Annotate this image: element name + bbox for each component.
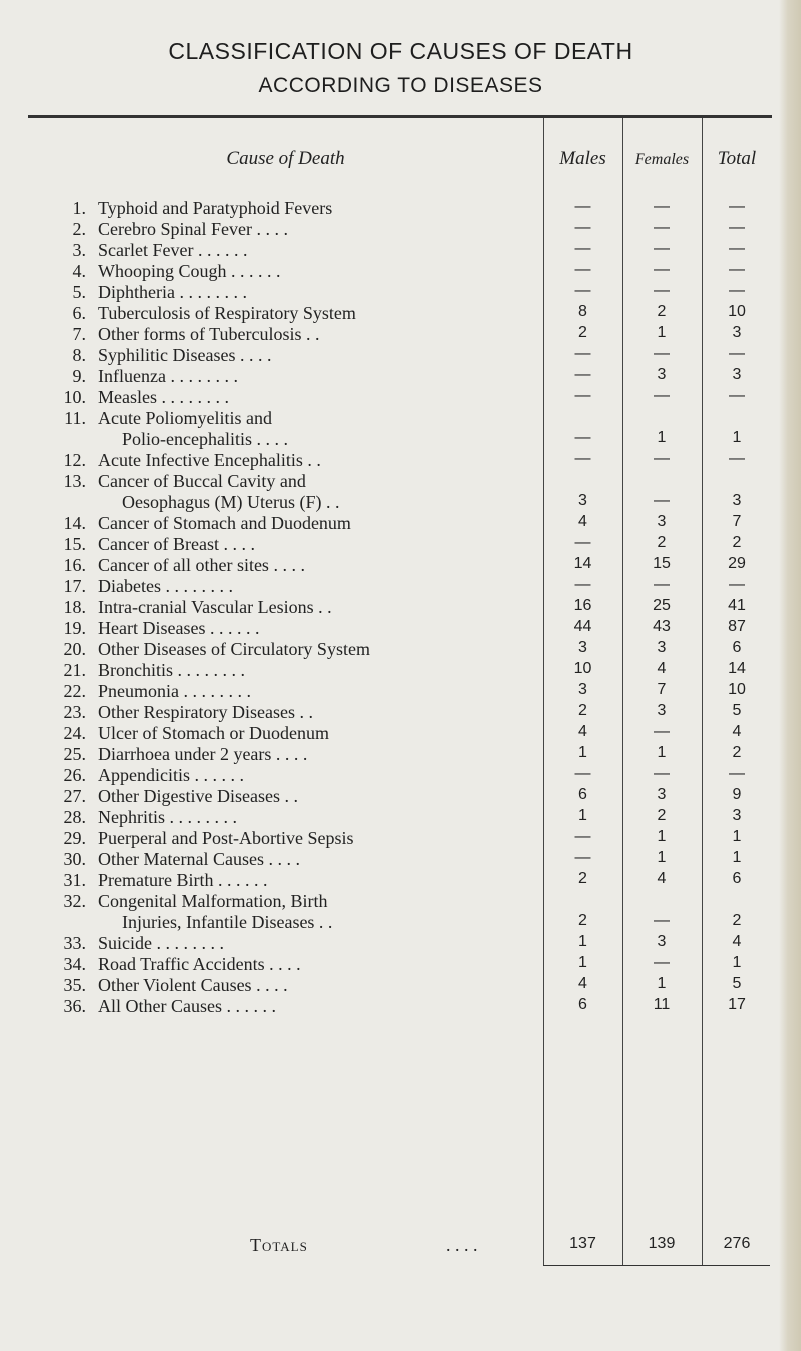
table-row (0, 870, 801, 891)
cause-name-line1: Nephritis . . . . . . . . (98, 807, 237, 827)
cause-name (98, 975, 538, 996)
cause-name (98, 870, 538, 891)
cause-name-line1: Measles . . . . . . . . (98, 387, 229, 407)
total-count: 1 (732, 954, 742, 971)
table-row (0, 534, 801, 555)
cause-name-line1: Suicide . . . . . . . . (98, 933, 224, 953)
females-count: 1 (657, 744, 667, 761)
row-number: 11. (64, 408, 86, 428)
males-count: 1 (578, 807, 587, 824)
total-count: 1 (732, 849, 742, 866)
females-count: 3 (657, 366, 667, 383)
table-row (0, 198, 801, 219)
cause-name (98, 366, 538, 387)
males-count: — (574, 198, 591, 215)
cause-name (98, 765, 538, 786)
row-number: 23. (63, 702, 86, 722)
cause-name-line1: Whooping Cough . . . . . . (98, 261, 281, 281)
cause-name-line2: Oesophagus (M) Uterus (F) . . (122, 492, 340, 512)
females-count: 2 (657, 534, 667, 551)
cause-name (98, 723, 538, 744)
males-count: — (574, 240, 591, 257)
total-count: — (729, 198, 745, 215)
females-count: 1 (657, 324, 667, 341)
cause-name (98, 660, 538, 681)
total-count: — (729, 576, 745, 593)
cause-name-line1: Other Digestive Diseases . . (98, 786, 298, 806)
row-number: 25. (63, 744, 86, 764)
table-row (0, 660, 801, 681)
total-count: 4 (732, 723, 742, 740)
cause-name-line1: Other Respiratory Diseases . . (98, 702, 313, 722)
row-number: 14. (63, 513, 86, 533)
table-row (0, 702, 801, 723)
table-row (0, 828, 801, 849)
total-count: 3 (732, 324, 742, 341)
females-count: 1 (657, 975, 667, 992)
cause-name (98, 282, 538, 303)
males-count: 3 (578, 492, 587, 509)
total-count: 3 (732, 807, 742, 824)
row-number: 1. (72, 198, 86, 218)
cause-name (98, 219, 538, 240)
females-count: — (654, 765, 670, 782)
females-count: 1 (657, 828, 667, 845)
cause-name-line1: Pneumonia . . . . . . . . (98, 681, 251, 701)
males-count: 1 (578, 954, 587, 971)
males-count: 10 (573, 660, 592, 677)
total-count: 10 (728, 681, 746, 698)
total-count: 9 (732, 786, 742, 803)
cause-name-line1: Heart Diseases . . . . . . (98, 618, 260, 638)
cause-name-line1: Influenza . . . . . . . . (98, 366, 238, 386)
cause-name (98, 891, 538, 933)
males-count: 4 (578, 975, 587, 992)
females-count: 15 (653, 555, 671, 572)
table-row (0, 597, 801, 618)
total-count: 5 (732, 702, 742, 719)
females-count: 1 (657, 429, 667, 446)
cause-name-line1: Other Maternal Causes . . . . (98, 849, 300, 869)
cause-name-line1: Typhoid and Paratyphoid Fevers (98, 198, 333, 218)
row-number: 15. (63, 534, 86, 554)
table-row (0, 744, 801, 765)
row-number: 21. (63, 660, 86, 680)
cause-name-line1: Bronchitis . . . . . . . . (98, 660, 245, 680)
row-number: 27. (63, 786, 86, 806)
cause-name (98, 744, 538, 765)
total-count: 6 (732, 639, 742, 656)
cause-name-line1: Diarrhoea under 2 years . . . . (98, 744, 308, 764)
total-count: — (729, 261, 745, 278)
table-row (0, 765, 801, 786)
cause-name (98, 786, 538, 807)
row-number: 29. (63, 828, 86, 848)
row-number: 3. (72, 240, 86, 260)
table-row (0, 408, 801, 450)
cause-name-line1: Intra-cranial Vascular Lesions . . (98, 597, 332, 617)
cause-name-line1: All Other Causes . . . . . . (98, 996, 276, 1016)
table-row (0, 345, 801, 366)
table-row (0, 618, 801, 639)
females-count: 25 (653, 597, 671, 614)
row-number: 9. (72, 366, 86, 386)
males-count: 3 (578, 681, 587, 698)
totals-label: Totals (250, 1235, 308, 1255)
row-number: 6. (72, 303, 86, 323)
total-count: 1 (732, 429, 742, 446)
males-count: — (574, 534, 591, 551)
row-number: 35. (63, 975, 86, 995)
totals-males: 137 (569, 1235, 596, 1252)
females-count: — (654, 219, 670, 236)
table-row (0, 324, 801, 345)
cause-name (98, 471, 538, 513)
males-count: 2 (578, 912, 587, 929)
males-count: 1 (578, 744, 587, 761)
males-count: 14 (573, 555, 592, 572)
cause-name-line1: Other Diseases of Circulatory System (98, 639, 370, 659)
page-title: CLASSIFICATION OF CAUSES OF DEATH (168, 38, 633, 64)
males-count: 4 (578, 513, 587, 530)
females-count: 11 (653, 996, 671, 1013)
table-row (0, 282, 801, 303)
cause-name-line1: Ulcer of Stomach or Duodenum (98, 723, 329, 743)
females-count: 2 (657, 807, 667, 824)
total-count: 87 (728, 618, 746, 635)
males-count: 44 (573, 618, 592, 635)
row-number: 2. (72, 219, 86, 239)
males-count: — (574, 219, 591, 236)
table-row (0, 366, 801, 387)
cause-name (98, 387, 538, 408)
females-count: — (654, 912, 670, 929)
table-row (0, 303, 801, 324)
table-row (0, 807, 801, 828)
total-count: — (729, 219, 745, 236)
males-count: — (574, 576, 591, 593)
females-count: 3 (657, 702, 667, 719)
cause-name (98, 408, 538, 450)
cause-name-line1: Congenital Malformation, Birth (98, 891, 328, 911)
cause-name-line1: Diabetes . . . . . . . . (98, 576, 233, 596)
females-count: — (654, 198, 670, 215)
females-count: — (654, 492, 670, 509)
row-number: 20. (63, 639, 86, 659)
cause-name-line1: Other Violent Causes . . . . (98, 975, 288, 995)
cause-name-line1: Appendicitis . . . . . . (98, 765, 244, 785)
cause-name (98, 681, 538, 702)
cause-name (98, 261, 538, 282)
males-count: 6 (578, 786, 587, 803)
table-row (0, 849, 801, 870)
table-row (0, 723, 801, 744)
cause-name (98, 534, 538, 555)
total-count: 14 (728, 660, 746, 677)
row-number: 22. (63, 681, 86, 701)
males-count: — (574, 261, 591, 278)
total-count: 5 (732, 975, 742, 992)
cause-name (98, 198, 538, 219)
females-count: 2 (657, 303, 667, 320)
row-number: 28. (63, 807, 86, 827)
cause-name-line1: Cerebro Spinal Fever . . . . (98, 219, 288, 239)
totals-bottom-rule (543, 1265, 770, 1266)
total-count: 10 (728, 303, 746, 320)
males-count: — (574, 387, 591, 404)
total-count: 3 (732, 366, 742, 383)
total-count: — (729, 765, 745, 782)
females-count: 4 (657, 660, 667, 677)
females-count: — (654, 240, 670, 257)
cause-name (98, 849, 538, 870)
cause-name (98, 450, 538, 471)
males-count: 1 (578, 933, 587, 950)
table-row (0, 954, 801, 975)
females-count: 3 (657, 933, 667, 950)
cause-name (98, 996, 538, 1017)
males-count: — (574, 366, 591, 383)
row-number: 10. (63, 387, 86, 407)
cause-name-line1: Cancer of Breast . . . . (98, 534, 255, 554)
females-count: 1 (657, 849, 667, 866)
males-count: — (574, 429, 591, 446)
row-number: 12. (63, 450, 86, 470)
total-count: 6 (732, 870, 742, 887)
row-number: 19. (63, 618, 86, 638)
males-count: — (574, 765, 591, 782)
females-count: 4 (657, 870, 667, 887)
table-row (0, 450, 801, 471)
table-row (0, 786, 801, 807)
total-count: 2 (732, 912, 742, 929)
cause-name (98, 807, 538, 828)
total-count: 3 (732, 492, 742, 509)
totals-leader-dots: . . . . (446, 1235, 478, 1255)
total-count: — (729, 240, 745, 257)
total-count: 2 (732, 744, 742, 761)
table-row (0, 891, 801, 933)
header-total: Total (717, 148, 757, 169)
total-count: 4 (732, 933, 742, 950)
row-number: 18. (63, 597, 86, 617)
table-row (0, 261, 801, 282)
total-count: — (729, 387, 745, 404)
cause-name-line2: Polio-encephalitis . . . . (122, 429, 288, 449)
row-number: 24. (63, 723, 86, 743)
males-count: 2 (578, 702, 587, 719)
females-count: — (654, 450, 670, 467)
row-number: 36. (63, 996, 86, 1016)
cause-name (98, 597, 538, 618)
females-count: — (654, 261, 670, 278)
cause-name-line1: Premature Birth . . . . . . (98, 870, 268, 890)
table-row (0, 996, 801, 1017)
females-count: 3 (657, 639, 667, 656)
row-number: 32. (63, 891, 86, 911)
table-row (0, 387, 801, 408)
row-number: 5. (72, 282, 86, 302)
header-cause: Cause of Death (226, 148, 345, 169)
table-row (0, 639, 801, 660)
cause-name-line1: Syphilitic Diseases . . . . (98, 345, 272, 365)
table-row (0, 975, 801, 996)
cause-name (98, 513, 538, 534)
table-row (0, 933, 801, 954)
males-count: 4 (578, 723, 587, 740)
females-count: 43 (653, 618, 671, 635)
row-number: 8. (72, 345, 86, 365)
males-count: 2 (578, 324, 587, 341)
females-count: — (654, 282, 670, 299)
females-count: 3 (657, 786, 667, 803)
cause-name (98, 240, 538, 261)
females-count: — (654, 576, 670, 593)
females-count: — (654, 954, 670, 971)
totals-row (0, 1235, 801, 1259)
cause-name (98, 933, 538, 954)
males-count: — (574, 828, 591, 845)
cause-name (98, 555, 538, 576)
cause-name-line1: Road Traffic Accidents . . . . (98, 954, 301, 974)
females-count: 7 (657, 681, 667, 698)
table-row (0, 471, 801, 513)
males-count: — (574, 282, 591, 299)
row-number: 16. (63, 555, 86, 575)
males-count: — (574, 849, 591, 866)
table-row (0, 681, 801, 702)
total-count: — (729, 450, 745, 467)
totals-total: 276 (723, 1235, 751, 1252)
cause-name-line1: Scarlet Fever . . . . . . (98, 240, 248, 260)
table-row (0, 555, 801, 576)
cause-name (98, 303, 538, 324)
cause-name (98, 828, 538, 849)
males-count: 16 (573, 597, 592, 614)
males-count: 8 (578, 303, 587, 320)
row-number: 7. (72, 324, 86, 344)
cause-name-line1: Acute Infective Encephalitis . . (98, 450, 321, 470)
males-count: — (574, 450, 591, 467)
females-count: — (654, 723, 670, 740)
totals-females: 139 (648, 1235, 676, 1252)
total-count: 2 (732, 534, 742, 551)
males-count: 6 (578, 996, 587, 1013)
cause-name (98, 576, 538, 597)
males-count: 3 (578, 639, 587, 656)
males-count: 2 (578, 870, 587, 887)
cause-name-line1: Puerperal and Post-Abortive Sepsis (98, 828, 354, 848)
total-count: 1 (732, 828, 742, 845)
cause-name-line2: Injuries, Infantile Diseases . . (122, 912, 333, 932)
cause-name-line1: Tuberculosis of Respiratory System (98, 303, 356, 323)
cause-name-line1: Cancer of Buccal Cavity and (98, 471, 306, 491)
cause-name-line1: Cancer of all other sites . . . . (98, 555, 305, 575)
row-number: 33. (63, 933, 86, 953)
table-row (0, 576, 801, 597)
total-count: 7 (732, 513, 742, 530)
cause-name (98, 345, 538, 366)
table-row (0, 240, 801, 261)
header-males: Males (559, 148, 606, 169)
top-rule (28, 115, 772, 118)
females-count: 3 (657, 513, 667, 530)
males-count: — (574, 345, 591, 362)
cause-name (98, 324, 538, 345)
table-row (0, 219, 801, 240)
row-number: 17. (63, 576, 86, 596)
row-number: 26. (63, 765, 86, 785)
table-row (0, 513, 801, 534)
females-count: — (654, 387, 670, 404)
row-number: 31. (63, 870, 86, 890)
page-subtitle: ACCORDING TO DISEASES (258, 74, 543, 97)
cause-name-line1: Acute Poliomyelitis and (98, 408, 272, 428)
row-number: 30. (63, 849, 86, 869)
cause-name-line1: Diphtheria . . . . . . . . (98, 282, 247, 302)
row-number: 13. (63, 471, 86, 491)
cause-name (98, 954, 538, 975)
total-count: 17 (728, 996, 746, 1013)
row-number: 34. (63, 954, 86, 974)
header-females: Females (634, 151, 690, 168)
total-count: — (729, 282, 745, 299)
row-number: 4. (72, 261, 86, 281)
cause-name-line1: Other forms of Tuberculosis . . (98, 324, 320, 344)
cause-name-line1: Cancer of Stomach and Duodenum (98, 513, 351, 533)
total-count: — (729, 345, 745, 362)
females-count: — (654, 345, 670, 362)
cause-name (98, 702, 538, 723)
cause-table-body (0, 198, 801, 1017)
total-count: 41 (728, 597, 746, 614)
cause-name (98, 618, 538, 639)
total-count: 29 (728, 555, 746, 572)
cause-name (98, 639, 538, 660)
